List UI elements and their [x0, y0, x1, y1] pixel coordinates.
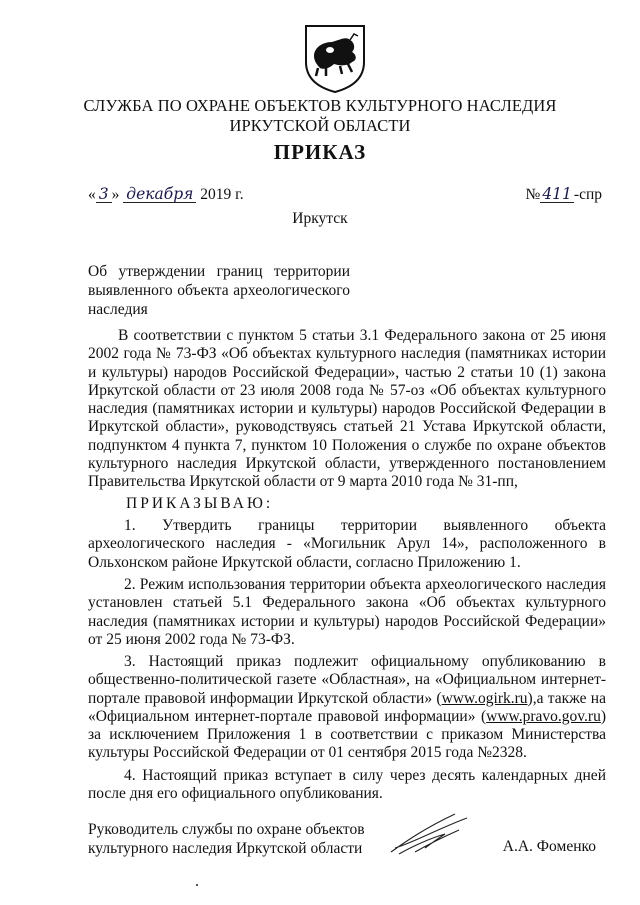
scan-speck — [196, 884, 198, 886]
signatory-title-line-1: Руководитель службы по охране объектов — [88, 821, 365, 838]
date-open-quote: « — [88, 186, 96, 203]
decree-word: ПРИКАЗЫВАЮ: — [126, 495, 274, 512]
org-line-2: ИРКУТСКОЙ ОБЛАСТИ — [229, 116, 411, 135]
order-item-2 — [88, 576, 606, 649]
organization-name — [0, 96, 640, 136]
number-prefix: № — [525, 186, 541, 203]
coat-of-arms-icon — [300, 22, 370, 94]
item-3-part-2: ),а также на «Официальном интернет-портале правовой информации» ( — [88, 689, 606, 725]
order-number — [526, 186, 602, 204]
item-1-text: 1. Утвердить границы территории выявленного объекта археологического наследия - «Могильник Арул 14», расположенного в Ольхонском районе Иркутской области, согласно Приложению 1. — [88, 517, 606, 571]
item-3-part-3: ) за исключением Приложения 1 в соответствии с приказом Министерства культуры Российской Федерации от 01 сентября 2015 года №2328. — [88, 707, 606, 762]
date-day: 3 — [96, 186, 112, 203]
signatory-name: А.А. Фоменко — [502, 838, 596, 855]
order-item-3 — [88, 653, 606, 763]
signatory-title — [88, 820, 365, 858]
item-4-text: 4. Настоящий приказ вступает в силу через десять календарных дней после дня его официального опубликования. — [88, 767, 606, 803]
order-item-4 — [88, 767, 606, 804]
number-value: 411 — [542, 185, 572, 203]
preamble — [88, 327, 606, 492]
order-date — [88, 186, 244, 204]
link-ogirk[interactable]: www.ogirk.ru — [441, 689, 528, 707]
preamble-text: В соответствии с пунктом 5 статьи 3.1 Федерального закона от 25 июня 2002 года № 73-ФЗ «Об объектах культурного наследия (памятниках истории и культуры) народов Российской Федерации», частью 2 статьи 10 (1) закона Иркутской области от 23 июля 2008 года № 57-оз «Об объектах культурного наследия (памятниках истории и культуры) народов Российской Федерации в Иркутской области», руководствуясь статьей 21 Устава Иркутской области, подпунктом 4 пункта 7, пунктом 10 Положения о службе по охране объектов культурного наследия Иркутской области, утвержденного постановлением Правительства Иркутской области от 9 марта 2010 года № 31-пп, — [88, 327, 606, 491]
org-line-1: СЛУЖБА ПО ОХРАНЕ ОБЪЕКТОВ КУЛЬТУРНОГО НАСЛЕДИЯ — [83, 96, 557, 115]
signature-icon — [385, 808, 475, 858]
item-3-text — [88, 653, 606, 763]
city: Иркутск — [292, 210, 348, 227]
item-3-part-1: 3. Настоящий приказ подлежит официальному опубликованию в общественно-политической газете «Областная», на «Официальном интернет-портале правовой информации Иркутской области» ( — [88, 653, 606, 707]
date-close-quote: » — [111, 186, 120, 203]
order-subject: Об утверждении границ территории выявленного объекта археологического наследия — [88, 263, 350, 318]
link-pravo[interactable]: www.pravo.gov.ru — [486, 707, 601, 725]
date-year: 2019 г. — [200, 186, 244, 203]
item-2-text: 2. Режим использования территории объекта археологического наследия установлен статьей 5.1 Федерального закона «Об объектах культурного наследия (памятниках истории и культуры) народов Российской Федерации» от 25 июня 2002 года № 73-ФЗ. — [88, 576, 606, 648]
order-item-1 — [88, 517, 606, 572]
document-title: ПРИКАЗ — [273, 140, 367, 164]
date-month: декабря — [123, 186, 196, 203]
signatory-title-line-2: культурного наследия Иркутской области — [88, 840, 363, 857]
number-suffix: -спр — [573, 186, 602, 203]
